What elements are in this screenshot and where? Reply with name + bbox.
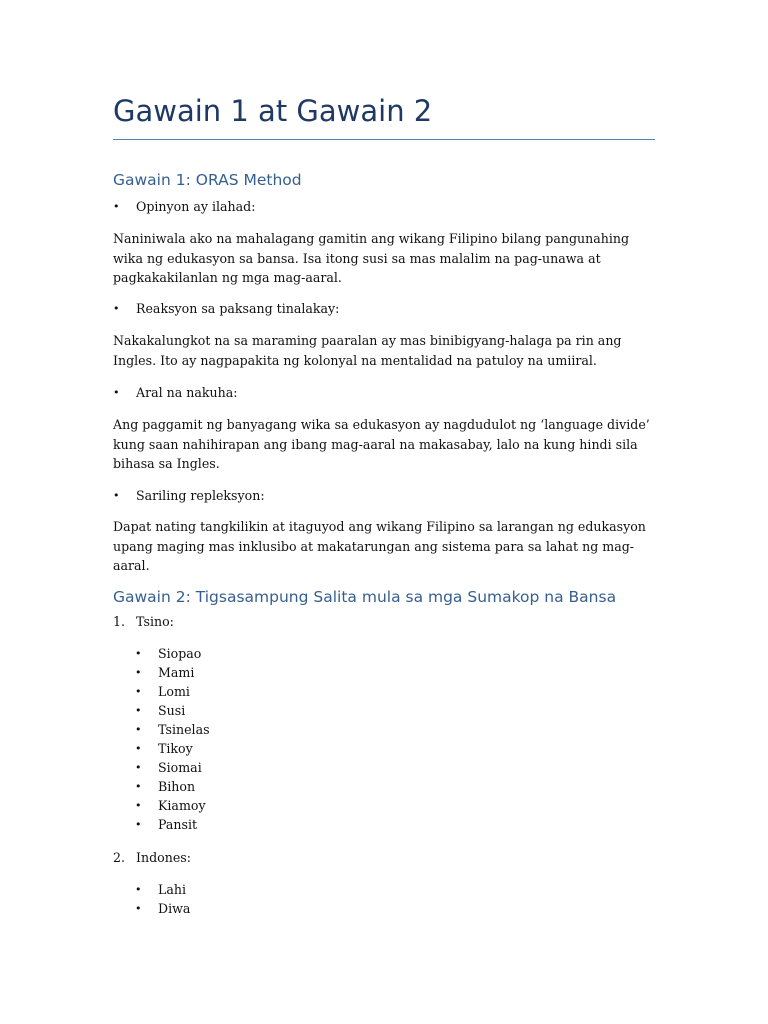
section-1-heading: Gawain 1: ORAS Method [113, 171, 302, 189]
bullet-icon: • [135, 818, 142, 831]
list-number: 2. [113, 850, 126, 865]
section-2-heading: Gawain 2: Tigsasampung Salita mula sa mga Sumakop na Bansa [113, 588, 617, 606]
bullet-icon: • [113, 386, 120, 399]
bullet-label: Reaksyon sa paksang tinalakay: [136, 301, 340, 316]
bullet-icon: • [135, 742, 142, 755]
bullet-icon: • [113, 302, 120, 315]
section-1-paragraph-3: Ang paggamit ng banyagang wika sa edukasyon ay nagdudulot ng ‘language divide’ kung saan nahihirapan ang ibang mag-aaral na makasabay, lalo na kung hindi sila bihasa sa Ingles. [113, 417, 650, 471]
bullet-icon: • [135, 761, 142, 774]
group-label: Tsino: [136, 614, 174, 629]
bullet-icon: • [135, 723, 142, 736]
bullet-icon: • [113, 200, 120, 213]
bullet-icon: • [135, 799, 142, 812]
bullet-icon: • [135, 647, 142, 660]
bullet-icon: • [135, 902, 142, 915]
bullet-icon: • [113, 489, 120, 502]
bullet-label: Opinyon ay ilahad: [136, 199, 256, 214]
group-label: Indones: [136, 850, 191, 865]
section-1-paragraph-2: Nakakalungkot na sa maraming paaralan ay mas binibigyang-halaga pa rin ang Ingles. Ito ay nagpapakita ng kolonyal na mentalidad na patuloy na umiiral. [113, 333, 622, 368]
list-number: 1. [113, 614, 126, 629]
bullet-icon: • [135, 883, 142, 896]
section-1-paragraph-4: Dapat nating tangkilikin at itaguyod ang wikang Filipino sa larangan ng edukasyon upang maging mas inklusibo at makatarungan ang sistema para sa lahat ng mag-aaral. [113, 519, 646, 573]
bullet-label: Sariling repleksyon: [136, 488, 265, 503]
bullet-icon: • [135, 780, 142, 793]
document-title: Gawain 1 at Gawain 2 [113, 94, 433, 128]
bullet-icon: • [135, 666, 142, 679]
title-underline [113, 139, 655, 140]
bullet-icon: • [135, 704, 142, 717]
section-1-paragraph-1: Naniniwala ako na mahalagang gamitin ang wikang Filipino bilang pangunahing wika ng edukasyon sa bansa. Isa itong susi sa mas malalim na pag-unawa at pagkakakilanlan ng mga mag-aaral. [113, 231, 630, 285]
bullet-label: Aral na nakuha: [136, 385, 238, 400]
bullet-icon: • [135, 685, 142, 698]
